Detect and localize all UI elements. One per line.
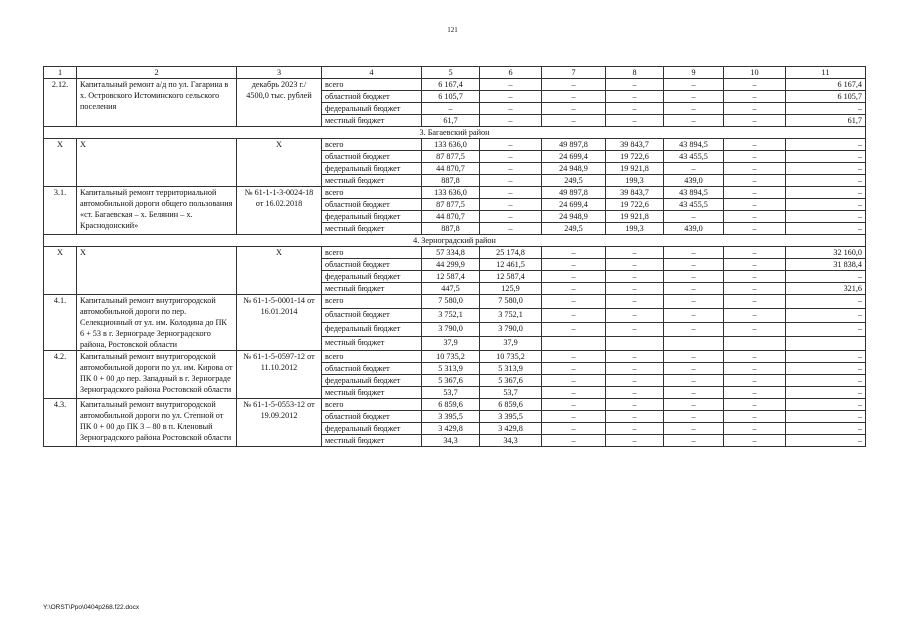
amount-cell: 24 699,4	[542, 199, 606, 211]
funding-source: всего	[322, 139, 422, 151]
amount-cell: –	[542, 91, 606, 103]
funding-source: областной бюджет	[322, 91, 422, 103]
amount-cell: 19 722,6	[606, 151, 664, 163]
amount-cell: –	[724, 323, 786, 337]
amount-cell: 5 367,6	[480, 375, 542, 387]
amount-cell: –	[542, 115, 606, 127]
amount-cell: –	[664, 163, 724, 175]
amount-cell: –	[786, 323, 866, 337]
funding-source: областной бюджет	[322, 309, 422, 323]
amount-cell: –	[786, 199, 866, 211]
project-document: Х	[237, 139, 322, 187]
amount-cell: –	[480, 139, 542, 151]
amount-cell: 61,7	[422, 115, 480, 127]
amount-cell: –	[786, 223, 866, 235]
amount-cell: –	[480, 199, 542, 211]
funding-source: всего	[322, 295, 422, 309]
amount-cell: –	[480, 223, 542, 235]
amount-cell: –	[606, 259, 664, 271]
col-num: 9	[664, 67, 724, 79]
funding-source: местный бюджет	[322, 175, 422, 187]
amount-cell: –	[786, 271, 866, 283]
item-number: 2.12.	[44, 79, 77, 127]
amount-cell: –	[724, 175, 786, 187]
amount-cell: 19 921,8	[606, 163, 664, 175]
section-title: 3. Багаевский район	[44, 127, 866, 139]
amount-cell: 53,7	[480, 387, 542, 399]
item-number: Х	[44, 139, 77, 187]
table-row	[44, 139, 866, 151]
amount-cell: –	[542, 435, 606, 447]
col-num: 11	[786, 67, 866, 79]
amount-cell	[606, 337, 664, 351]
amount-cell: –	[422, 103, 480, 115]
amount-cell: –	[786, 139, 866, 151]
amount-cell: –	[724, 411, 786, 423]
amount-cell: 87 877,5	[422, 151, 480, 163]
amount-cell: –	[664, 399, 724, 411]
item-number: 4.3.	[44, 399, 77, 447]
amount-cell: –	[542, 295, 606, 309]
amount-cell: –	[542, 259, 606, 271]
funding-source: местный бюджет	[322, 337, 422, 351]
amount-cell: –	[480, 211, 542, 223]
amount-cell: –	[542, 309, 606, 323]
amount-cell: –	[606, 387, 664, 399]
amount-cell: –	[606, 423, 664, 435]
section-row	[44, 235, 866, 247]
amount-cell: 6 105,7	[786, 91, 866, 103]
funding-source: местный бюджет	[322, 435, 422, 447]
amount-cell: 7 580,0	[480, 295, 542, 309]
amount-cell: –	[480, 91, 542, 103]
amount-cell: 321,6	[786, 283, 866, 295]
funding-source: федеральный бюджет	[322, 211, 422, 223]
amount-cell: –	[606, 363, 664, 375]
amount-cell: –	[480, 187, 542, 199]
col-num: 8	[606, 67, 664, 79]
item-number: 4.2.	[44, 351, 77, 399]
amount-cell: 5 313,9	[480, 363, 542, 375]
amount-cell: –	[664, 435, 724, 447]
amount-cell: 24 699,4	[542, 151, 606, 163]
amount-cell: 49 897,8	[542, 187, 606, 199]
amount-cell: –	[724, 163, 786, 175]
amount-cell: 43 455,5	[664, 199, 724, 211]
amount-cell: 39 843,7	[606, 187, 664, 199]
item-number: 3.1.	[44, 187, 77, 235]
amount-cell: 53,7	[422, 387, 480, 399]
col-num: 5	[422, 67, 480, 79]
amount-cell: –	[724, 435, 786, 447]
amount-cell: –	[542, 283, 606, 295]
amount-cell: –	[786, 399, 866, 411]
amount-cell: 3 752,1	[480, 309, 542, 323]
amount-cell: –	[542, 399, 606, 411]
funding-source: всего	[322, 399, 422, 411]
amount-cell: 447,5	[422, 283, 480, 295]
amount-cell: –	[480, 163, 542, 175]
amount-cell: 3 429,8	[480, 423, 542, 435]
amount-cell: 133 636,0	[422, 187, 480, 199]
amount-cell: –	[724, 271, 786, 283]
amount-cell: –	[606, 79, 664, 91]
funding-source: федеральный бюджет	[322, 271, 422, 283]
amount-cell: –	[480, 79, 542, 91]
amount-cell: –	[664, 91, 724, 103]
amount-cell: 31 838,4	[786, 259, 866, 271]
amount-cell: –	[606, 295, 664, 309]
amount-cell: 10 735,2	[480, 351, 542, 363]
amount-cell: –	[724, 211, 786, 223]
amount-cell: –	[542, 79, 606, 91]
amount-cell: –	[724, 139, 786, 151]
amount-cell	[542, 337, 606, 351]
amount-cell: –	[606, 91, 664, 103]
amount-cell: 125,9	[480, 283, 542, 295]
amount-cell: 25 174,8	[480, 247, 542, 259]
amount-cell: –	[786, 375, 866, 387]
amount-cell: –	[606, 247, 664, 259]
file-path-footer: Y:\ORST\Ppo\0404p268.f22.docx	[43, 604, 140, 611]
object-name: Капитальный ремонт а/д по ул. Гагарина в х. Островского Истоминского сельского поселения	[77, 79, 237, 127]
amount-cell: 199,3	[606, 223, 664, 235]
amount-cell: –	[542, 247, 606, 259]
amount-cell: –	[606, 271, 664, 283]
funding-source: областной бюджет	[322, 199, 422, 211]
amount-cell: –	[542, 363, 606, 375]
amount-cell: –	[664, 79, 724, 91]
amount-cell: –	[786, 187, 866, 199]
amount-cell: –	[786, 435, 866, 447]
project-document: № 61-1-1-3-0024-18 от 16.02.2018	[237, 187, 322, 235]
table-row	[44, 187, 866, 199]
funding-source: федеральный бюджет	[322, 323, 422, 337]
amount-cell: –	[786, 351, 866, 363]
amount-cell: 3 790,0	[480, 323, 542, 337]
amount-cell: 43 894,5	[664, 187, 724, 199]
amount-cell: –	[786, 423, 866, 435]
amount-cell: –	[724, 295, 786, 309]
object-name: Капитальный ремонт территориальной автомобильной дороги общего пользования «ст. Багаевская – х. Белянин – х. Краснодонский»	[77, 187, 237, 235]
amount-cell: –	[480, 151, 542, 163]
amount-cell: 44 870,7	[422, 211, 480, 223]
amount-cell: –	[724, 387, 786, 399]
amount-cell: –	[786, 387, 866, 399]
amount-cell: –	[786, 103, 866, 115]
amount-cell: –	[786, 295, 866, 309]
funding-source: федеральный бюджет	[322, 423, 422, 435]
amount-cell: –	[606, 323, 664, 337]
amount-cell: –	[606, 351, 664, 363]
amount-cell: 6 167,4	[422, 79, 480, 91]
amount-cell: –	[664, 423, 724, 435]
table-row	[44, 79, 866, 91]
funding-source: областной бюджет	[322, 363, 422, 375]
amount-cell: –	[606, 399, 664, 411]
amount-cell: 249,5	[542, 175, 606, 187]
amount-cell: 34,3	[480, 435, 542, 447]
object-name: Капитальный ремонт внутригородской автомобильной дороги по ул. им. Кирова от ПК 0 + 00 до пер. Западный в г. Зернограде Зерноградского района Ростовской области	[77, 351, 237, 399]
table-body	[44, 67, 866, 447]
amount-cell: 5 313,9	[422, 363, 480, 375]
project-document: № 61-1-5-0553-12 от 19.09.2012	[237, 399, 322, 447]
budget-table	[43, 66, 866, 447]
funding-source: федеральный бюджет	[322, 163, 422, 175]
amount-cell: 57 334,8	[422, 247, 480, 259]
amount-cell: –	[724, 91, 786, 103]
amount-cell: –	[664, 283, 724, 295]
amount-cell: 3 429,8	[422, 423, 480, 435]
amount-cell: –	[542, 271, 606, 283]
column-number-row	[44, 67, 866, 79]
funding-source: всего	[322, 351, 422, 363]
amount-cell: –	[724, 115, 786, 127]
object-name: Капитальный ремонт внутригородской автомобильной дороги по пер. Селекционный от ул. им. Колодина до ПК 6 + 53 в г. Зернограде Зерноградского района, Ростовской области	[77, 295, 237, 351]
amount-cell: 6 859,6	[422, 399, 480, 411]
col-num: 2	[77, 67, 237, 79]
amount-cell: –	[664, 411, 724, 423]
amount-cell: 37,9	[480, 337, 542, 351]
amount-cell: –	[786, 363, 866, 375]
funding-source: местный бюджет	[322, 283, 422, 295]
col-num: 7	[542, 67, 606, 79]
amount-cell: –	[606, 283, 664, 295]
amount-cell: –	[606, 115, 664, 127]
amount-cell: –	[724, 283, 786, 295]
amount-cell	[664, 337, 724, 351]
amount-cell: –	[724, 351, 786, 363]
amount-cell: –	[664, 375, 724, 387]
amount-cell: 3 395,5	[480, 411, 542, 423]
object-name: Капитальный ремонт внутригородской автомобильной дороги по ул. Степной от ПК 0 + 00 до ПК 3 – 80 в п. Кленовый Зерноградского района Ростовской области	[77, 399, 237, 447]
amount-cell: 37,9	[422, 337, 480, 351]
amount-cell: 439,0	[664, 223, 724, 235]
amount-cell: 43 455,5	[664, 151, 724, 163]
amount-cell: –	[664, 211, 724, 223]
funding-source: федеральный бюджет	[322, 103, 422, 115]
amount-cell: –	[480, 115, 542, 127]
amount-cell: –	[786, 309, 866, 323]
col-num: 10	[724, 67, 786, 79]
project-document: № 61-1-5-0001-14 от 16.01.2014	[237, 295, 322, 351]
amount-cell: 7 580,0	[422, 295, 480, 309]
amount-cell: –	[664, 351, 724, 363]
section-row	[44, 127, 866, 139]
funding-source: областной бюджет	[322, 411, 422, 423]
amount-cell: 199,3	[606, 175, 664, 187]
amount-cell: 133 636,0	[422, 139, 480, 151]
amount-cell: –	[664, 387, 724, 399]
page-number: 121	[447, 26, 458, 34]
col-num: 3	[237, 67, 322, 79]
amount-cell: –	[542, 323, 606, 337]
amount-cell: –	[480, 175, 542, 187]
project-document: декабрь 2023 г./ 4500,0 тыс. рублей	[237, 79, 322, 127]
amount-cell: –	[664, 247, 724, 259]
amount-cell: –	[724, 103, 786, 115]
amount-cell: –	[724, 375, 786, 387]
amount-cell: –	[664, 259, 724, 271]
item-number: 4.1.	[44, 295, 77, 351]
funding-source: областной бюджет	[322, 151, 422, 163]
amount-cell: 34,3	[422, 435, 480, 447]
project-document: Х	[237, 247, 322, 295]
funding-source: местный бюджет	[322, 115, 422, 127]
col-num: 4	[322, 67, 422, 79]
amount-cell: 19 722,6	[606, 199, 664, 211]
amount-cell: 10 735,2	[422, 351, 480, 363]
amount-cell: –	[786, 151, 866, 163]
amount-cell: –	[606, 435, 664, 447]
amount-cell: –	[664, 363, 724, 375]
amount-cell: 3 790,0	[422, 323, 480, 337]
amount-cell: –	[724, 79, 786, 91]
amount-cell: –	[664, 295, 724, 309]
amount-cell: –	[724, 259, 786, 271]
funding-source: всего	[322, 79, 422, 91]
amount-cell: –	[542, 375, 606, 387]
amount-cell: –	[542, 411, 606, 423]
table-row	[44, 399, 866, 411]
amount-cell: –	[724, 399, 786, 411]
table-row	[44, 351, 866, 363]
amount-cell: 24 948,9	[542, 211, 606, 223]
amount-cell: 5 367,6	[422, 375, 480, 387]
amount-cell: –	[664, 323, 724, 337]
amount-cell: –	[786, 211, 866, 223]
amount-cell: –	[724, 223, 786, 235]
amount-cell: 6 167,4	[786, 79, 866, 91]
amount-cell: 249,5	[542, 223, 606, 235]
amount-cell	[724, 337, 786, 351]
funding-source: всего	[322, 187, 422, 199]
amount-cell: 24 948,9	[542, 163, 606, 175]
amount-cell: 12 587,4	[422, 271, 480, 283]
amount-cell: –	[480, 103, 542, 115]
amount-cell: –	[664, 309, 724, 323]
amount-cell: –	[542, 423, 606, 435]
amount-cell: 44 299,9	[422, 259, 480, 271]
amount-cell: –	[724, 199, 786, 211]
funding-source: местный бюджет	[322, 387, 422, 399]
col-num: 6	[480, 67, 542, 79]
project-document: № 61-1-5-0597-12 от 11.10.2012	[237, 351, 322, 399]
amount-cell: –	[664, 271, 724, 283]
amount-cell: –	[724, 151, 786, 163]
amount-cell: –	[724, 247, 786, 259]
amount-cell: –	[724, 309, 786, 323]
amount-cell: –	[542, 351, 606, 363]
amount-cell: –	[724, 187, 786, 199]
amount-cell: 32 160,0	[786, 247, 866, 259]
funding-source: всего	[322, 247, 422, 259]
amount-cell: –	[606, 411, 664, 423]
table-row	[44, 295, 866, 309]
item-number: Х	[44, 247, 77, 295]
amount-cell: –	[542, 103, 606, 115]
amount-cell: 12 587,4	[480, 271, 542, 283]
amount-cell: 61,7	[786, 115, 866, 127]
amount-cell: –	[786, 175, 866, 187]
amount-cell: 43 894,5	[664, 139, 724, 151]
amount-cell: –	[664, 115, 724, 127]
amount-cell: –	[786, 411, 866, 423]
amount-cell: 87 877,5	[422, 199, 480, 211]
amount-cell: 12 461,5	[480, 259, 542, 271]
amount-cell: –	[724, 363, 786, 375]
object-name: Х	[77, 139, 237, 187]
funding-source: местный бюджет	[322, 223, 422, 235]
amount-cell: –	[542, 387, 606, 399]
amount-cell: 49 897,8	[542, 139, 606, 151]
table-row	[44, 247, 866, 259]
amount-cell: –	[724, 423, 786, 435]
object-name: Х	[77, 247, 237, 295]
amount-cell: 439,0	[664, 175, 724, 187]
amount-cell	[786, 337, 866, 351]
amount-cell: 887,8	[422, 175, 480, 187]
funding-source: федеральный бюджет	[322, 375, 422, 387]
amount-cell: 39 843,7	[606, 139, 664, 151]
amount-cell: –	[606, 103, 664, 115]
amount-cell: 887,8	[422, 223, 480, 235]
col-num: 1	[44, 67, 77, 79]
section-title: 4. Зерноградский район	[44, 235, 866, 247]
amount-cell: 3 752,1	[422, 309, 480, 323]
amount-cell: 6 105,7	[422, 91, 480, 103]
amount-cell: –	[606, 309, 664, 323]
amount-cell: –	[606, 375, 664, 387]
amount-cell: 44 870,7	[422, 163, 480, 175]
amount-cell: 6 859,6	[480, 399, 542, 411]
funding-source: областной бюджет	[322, 259, 422, 271]
amount-cell: –	[786, 163, 866, 175]
amount-cell: –	[664, 103, 724, 115]
amount-cell: 3 395,5	[422, 411, 480, 423]
amount-cell: 19 921,8	[606, 211, 664, 223]
